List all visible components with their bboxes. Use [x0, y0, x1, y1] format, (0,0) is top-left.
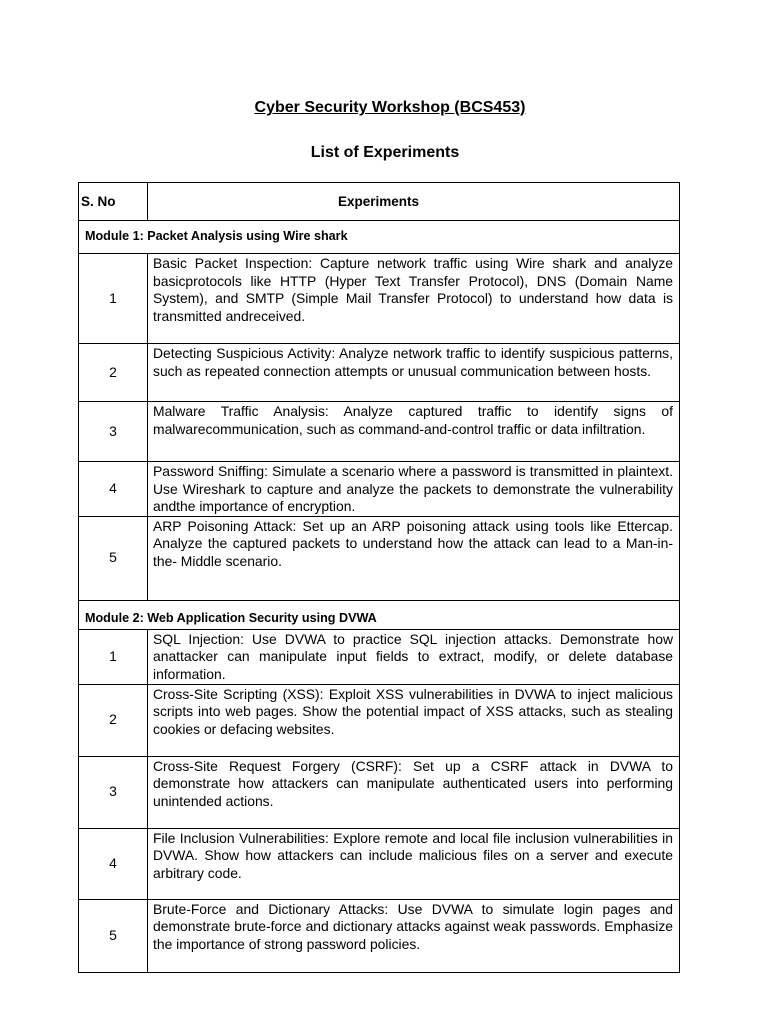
table-row	[79, 402, 680, 462]
row-number: 1	[79, 629, 148, 684]
experiment-description: Malware Traffic Analysis: Analyze captured traffic to identify signs of malwarecommunication, such as command-and-control traffic or data infiltration.	[148, 402, 680, 462]
page-title: Cyber Security Workshop (BCS453)	[254, 99, 526, 116]
experiment-description: Cross-Site Request Forgery (CSRF): Set up a CSRF attack in DVWA to demonstrate how attackers can manipulate authenticated users into performing unintended actions.	[148, 756, 680, 828]
table-row	[79, 756, 680, 828]
experiment-description: Detecting Suspicious Activity: Analyze network traffic to identify suspicious patterns, such as repeated connection attempts or unusual communication between hosts.	[148, 344, 680, 402]
row-number: 5	[79, 899, 148, 972]
table-row	[79, 344, 680, 402]
module-title: Module 2: Web Application Security using DVWA	[79, 600, 680, 629]
experiments-table	[78, 182, 680, 973]
row-number: 4	[79, 462, 148, 517]
page-subtitle: List of Experiments	[310, 144, 460, 161]
row-number: 1	[79, 254, 148, 344]
table-row	[79, 516, 680, 600]
table-row	[79, 629, 680, 684]
module-title: Module 1: Packet Analysis using Wire shark	[79, 221, 680, 254]
row-number: 5	[79, 516, 148, 600]
experiment-description: File Inclusion Vulnerabilities: Explore remote and local file inclusion vulnerabilities in DVWA. Show how attackers can include malicious files on a server and execute arbitrary code.	[148, 828, 680, 899]
table-row	[79, 684, 680, 756]
table-row	[79, 462, 680, 517]
row-number: 4	[79, 828, 148, 899]
table-row	[79, 899, 680, 972]
module-row	[79, 221, 680, 254]
experiments-column-header: Experiments	[148, 183, 680, 221]
row-number: 2	[79, 344, 148, 402]
table-header-row	[79, 183, 680, 221]
experiment-description: SQL Injection: Use DVWA to practice SQL injection attacks. Demonstrate how anattacker can manipulate input fields to extract, modify, or delete database information.	[148, 629, 680, 684]
module-row	[79, 600, 680, 629]
experiment-description: Basic Packet Inspection: Capture network traffic using Wire shark and analyze basicprotocols like HTTP (Hyper Text Transfer Protocol), DNS (Domain Name System), and SMTP (Simple Mail Transfer Protocol) to understand how data is transmitted andreceived.	[148, 254, 680, 344]
row-number: 2	[79, 684, 148, 756]
table-row	[79, 254, 680, 344]
experiment-description: Cross-Site Scripting (XSS): Exploit XSS vulnerabilities in DVWA to inject malicious scripts into web pages. Show the potential impact of XSS attacks, such as stealing cookies or defacing websites.	[148, 684, 680, 756]
table-row	[79, 828, 680, 899]
experiment-description: ARP Poisoning Attack: Set up an ARP poisoning attack using tools like Ettercap. Analyze the captured packets to understand how the attack can lead to a Man-in-the- Middle scenario.	[148, 516, 680, 600]
row-number: 3	[79, 402, 148, 462]
row-number: 3	[79, 756, 148, 828]
sno-column-header: S. No	[79, 183, 148, 221]
experiment-description: Brute-Force and Dictionary Attacks: Use DVWA to simulate login pages and demonstrate brute-force and dictionary attacks against weak passwords. Emphasize the importance of strong password policies.	[148, 899, 680, 972]
experiment-description: Password Sniffing: Simulate a scenario where a password is transmitted in plaintext. Use Wireshark to capture and analyze the packets to demonstrate the vulnerability andthe importance of encryption.	[148, 462, 680, 517]
